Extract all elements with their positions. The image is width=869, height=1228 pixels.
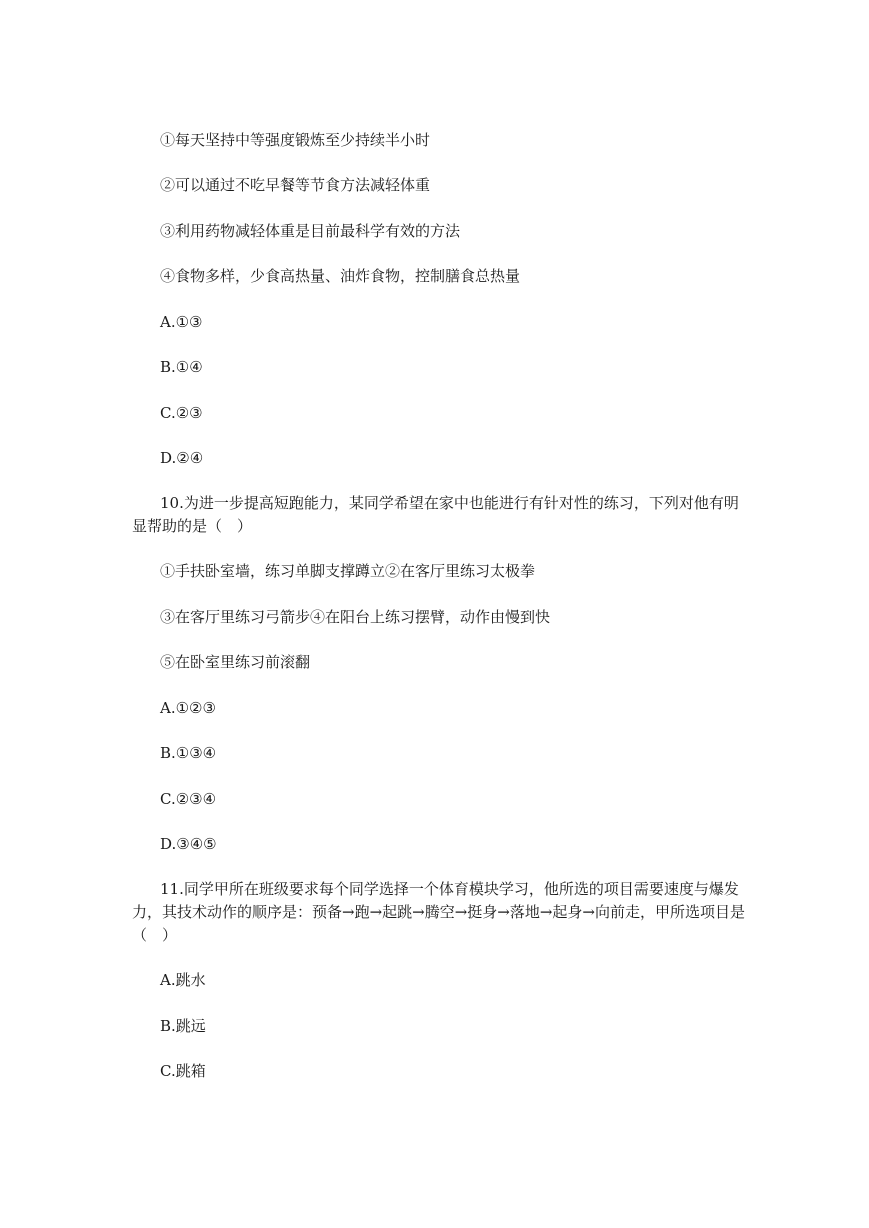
- q9-statement-1: ①每天坚持中等强度锻炼至少持续半小时: [160, 131, 431, 149]
- q9-statement-4: ④食物多样，少食高热量、油炸食物，控制膳食总热量: [160, 267, 521, 285]
- q10-option-b: B.①③④: [160, 744, 217, 762]
- q11-option-c: C.跳箱: [160, 1062, 206, 1080]
- q9-statement-2: ②可以通过不吃早餐等节食方法减轻体重: [160, 176, 431, 194]
- q11-option-a: A.跳水: [160, 971, 206, 989]
- q9-statement-3: ③利用药物减轻体重是目前最科学有效的方法: [160, 222, 461, 240]
- q11-stem: 11.同学甲所在班级要求每个同学选择一个体育模块学习，他所选的项目需要速度与爆发力，其技术动作的顺序是：预备→跑→起跳→腾空→挺身→落地→起身→向前走，甲所选项目是（ ）: [132, 880, 745, 944]
- q9-option-a: A.①③: [160, 313, 203, 331]
- q9-option-b: B.①④: [160, 358, 203, 376]
- q10-statement-1: ①手扶卧室墙，练习单脚支撑蹲立②在客厅里练习太极拳: [160, 562, 536, 580]
- q10-statement-3: ⑤在卧室里练习前滚翻: [160, 653, 311, 671]
- q10-option-c: C.②③④: [160, 790, 217, 808]
- q9-option-d: D.②④: [160, 449, 204, 467]
- q10-option-a: A.①②③: [160, 699, 216, 717]
- q11-option-b: B.跳远: [160, 1017, 206, 1035]
- q9-option-c: C.②③: [160, 404, 203, 422]
- q10-stem: 10.为进一步提高短跑能力，某同学希望在家中也能进行有针对性的练习，下列对他有明显帮助的是（ ）: [132, 494, 739, 535]
- q10-statement-2: ③在客厅里练习弓箭步④在阳台上练习摆臂，动作由慢到快: [160, 608, 551, 626]
- q10-option-d: D.③④⑤: [160, 835, 217, 853]
